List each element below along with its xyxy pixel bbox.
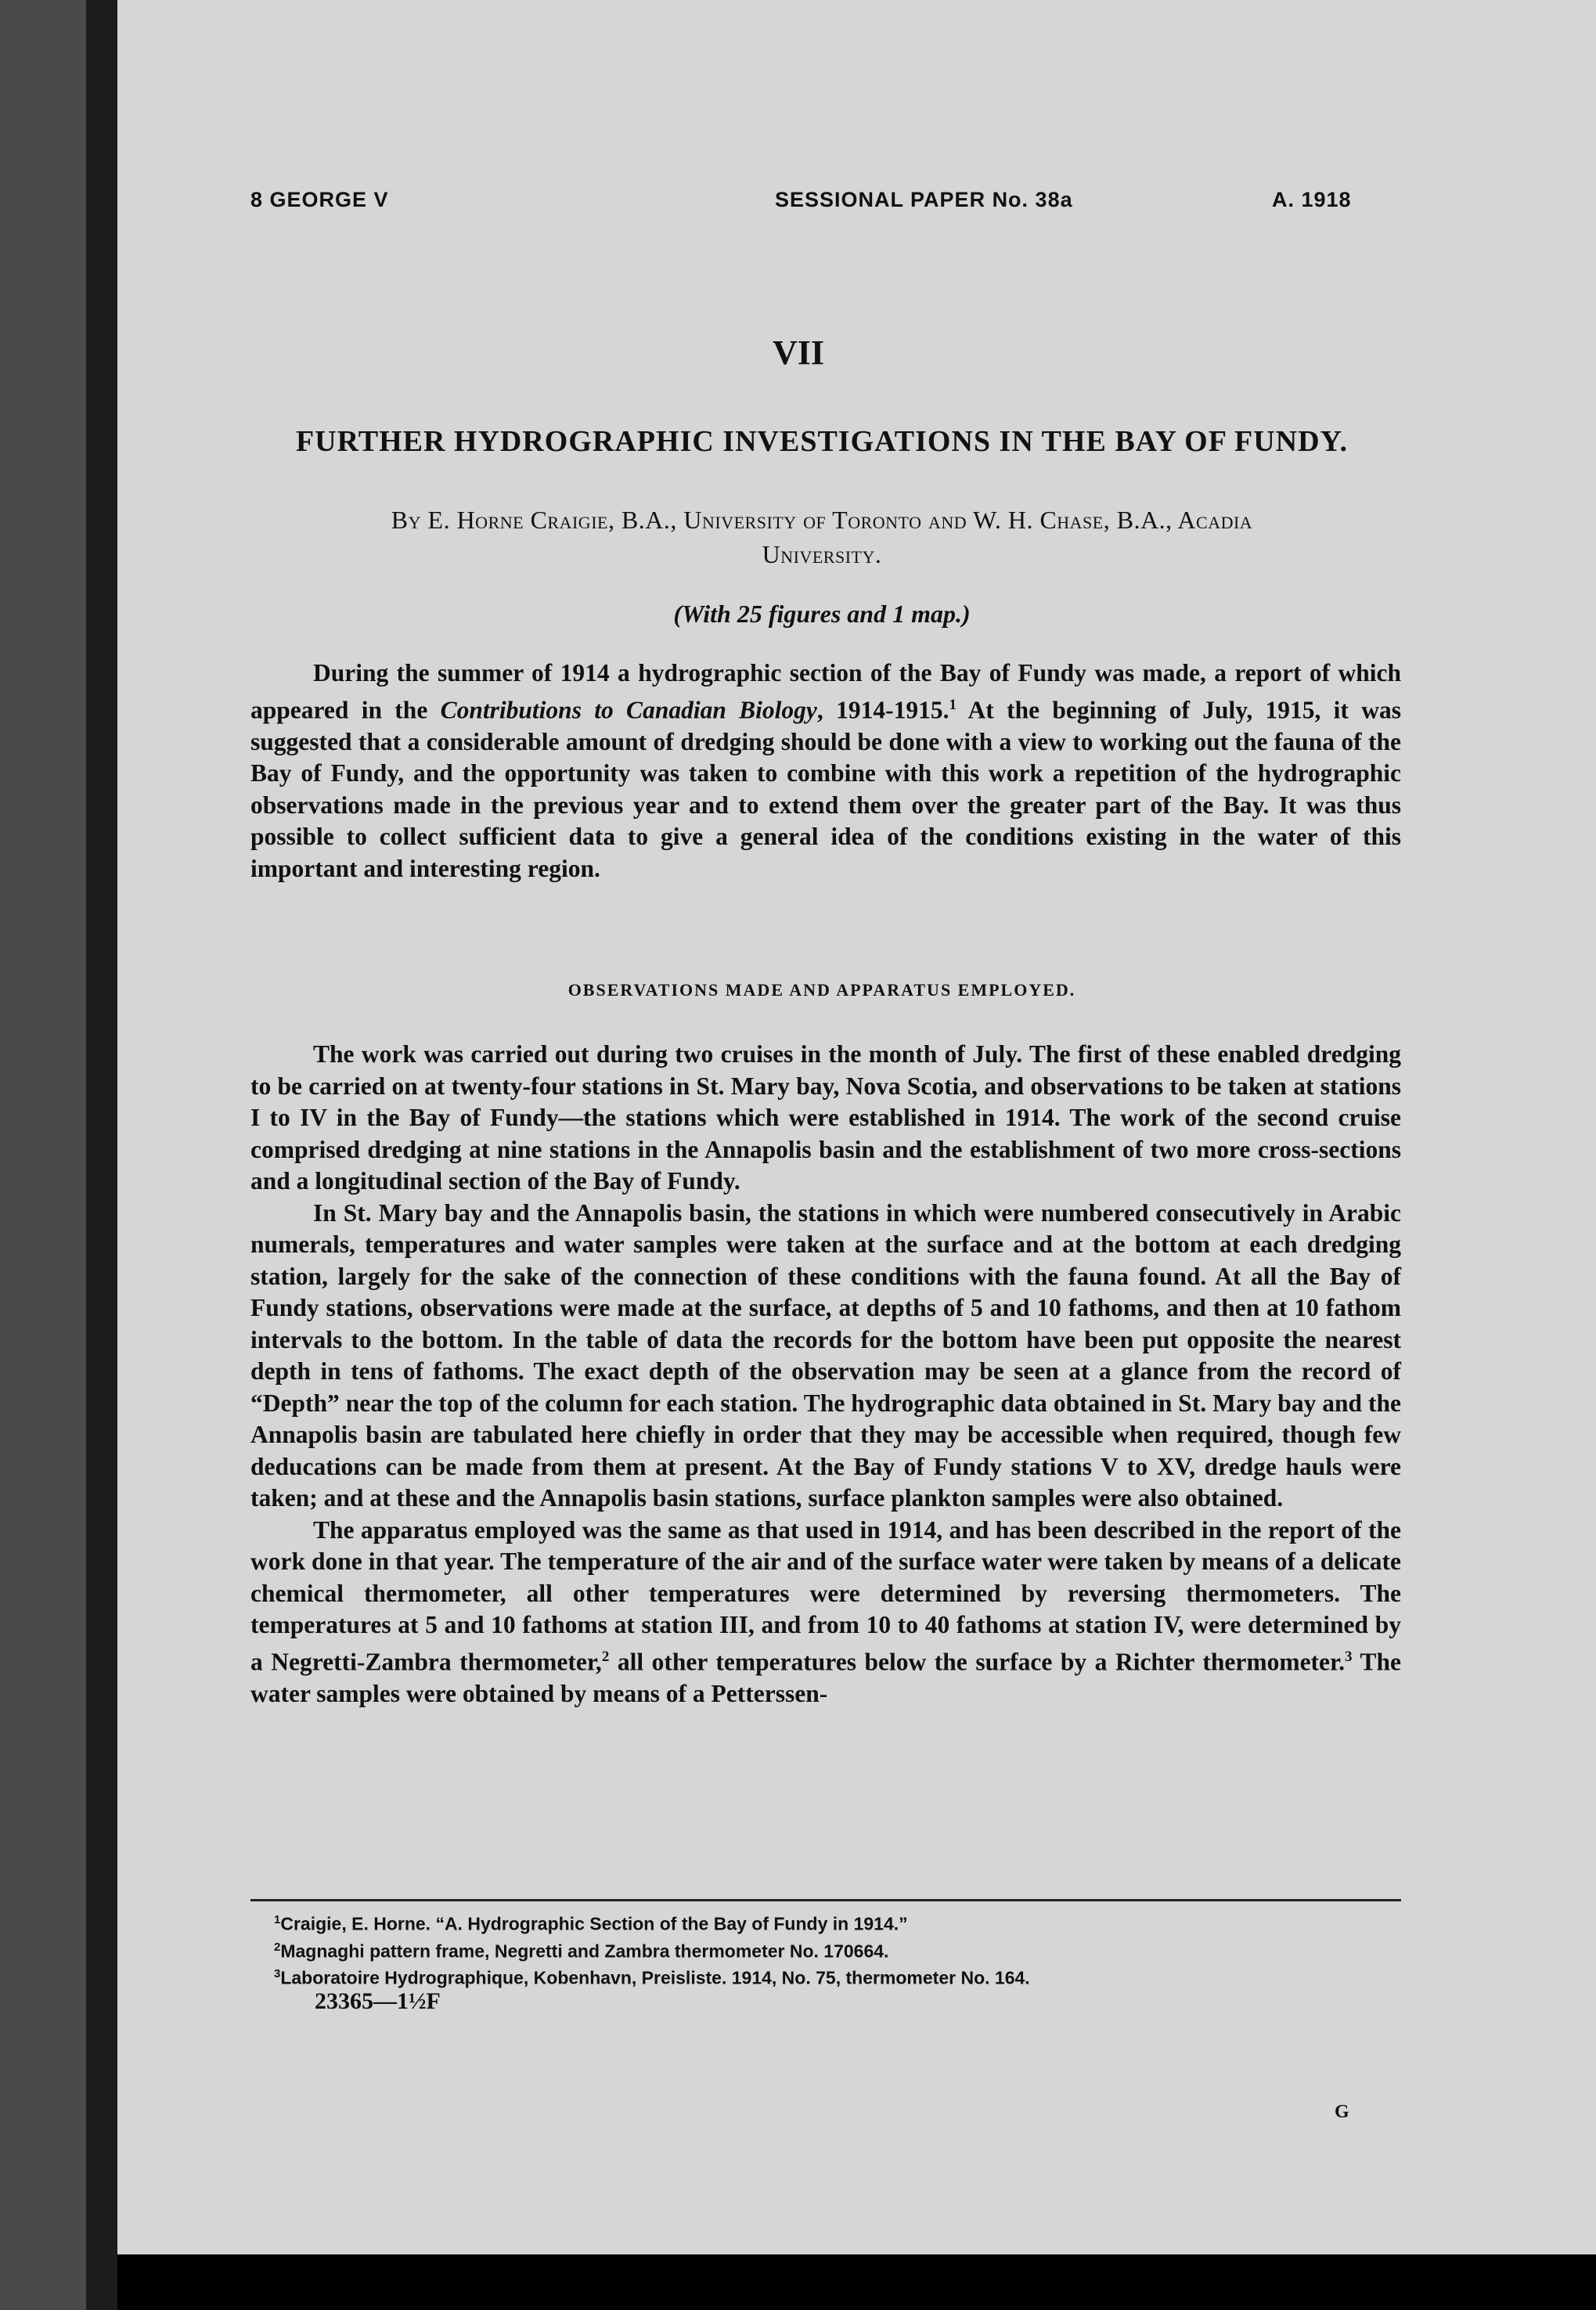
- intro-text-a: During the summer of 1914 a hydrographic section of the Bay of Fundy was made, a report of which appeared in the: [250, 659, 1401, 723]
- header-left: 8 GEORGE V: [250, 188, 389, 211]
- intro-journal-title: Contributions to Canadian Biology: [440, 696, 817, 723]
- corner-mark: G: [1335, 2102, 1349, 2122]
- running-header: [250, 188, 1385, 219]
- footnote-3-marker: 3: [274, 1967, 281, 1981]
- footnote-2: [274, 1936, 1401, 1963]
- paragraph-3-text-c: The water samples were obtained by means of a Petterssen-: [250, 1648, 1401, 1707]
- page-identifier: 23365—1½F: [315, 1988, 441, 2014]
- section-subheading: OBSERVATIONS MADE AND APPARATUS EMPLOYED.: [567, 980, 1076, 1000]
- footnote-1-marker: 1: [274, 1913, 281, 1926]
- footnote-rule: [250, 1899, 1401, 1901]
- intro-text-b: , 1914-1915.: [816, 696, 949, 723]
- footnote-2-text: Magnaghi pattern frame, Negretti and Zambra thermometer No. 170664.: [280, 1941, 889, 1962]
- scan-binding-shadow: [86, 0, 117, 2310]
- footnote-2-marker: 2: [274, 1940, 281, 1954]
- byline: [235, 503, 1409, 571]
- footnote-3: [274, 1962, 1401, 1990]
- footnote-ref-3: 3: [1345, 1648, 1353, 1665]
- article-title: FURTHER HYDROGRAPHIC INVESTIGATIONS IN THE BAY OF FUNDY.: [295, 425, 1349, 458]
- paragraph-3: [250, 1515, 1401, 1710]
- footnote-1-text: Craigie, E. Horne. “A. Hydrographic Section of the Bay of Fundy in 1914.”: [280, 1913, 908, 1934]
- paragraph-2: In St. Mary bay and the Annapolis basin, the stations in which were numbered consecutively in Arabic numerals, temperatures and water samples were taken at the surface and at the bottom at each dredging station, largely for the sake of the connection of these conditions with the fauna found. At all the Bay of Fundy stations, observations were made at the surface, at depths of 5 and 10 fathoms, and then at 10 fathom intervals to the bottom. In the table of data the records for the bottom have been put opposite the nearest depth in tens of fathoms. The exact depth of the observation may be seen at a glance from the record of “Depth” near the top of the column for each station. The hydrographic data obtained in St. Mary bay and the Annapolis basin are tabulated here chiefly in order that they may be accessible when required, though few deducations can be made from them at present. At the Bay of Fundy stations V to XV, dredge hauls were taken; and at these and the Annapolis basin stations, surface plankton samples were also obtained.: [250, 1198, 1401, 1512]
- footnote-ref-1: 1: [949, 696, 957, 713]
- body-section: [250, 1039, 1401, 1710]
- paragraph-1: The work was carried out during two cruises in the month of July. The first of these enabled dredging to be carried on at twenty-four stations in St. Mary bay, Nova Scotia, and observations to be taken at stations I to IV in the Bay of Fundy—the stations which were established in 1914. The work of the second cruise comprised dredging at nine stations in the Annapolis basin and the establishment of two more cross-sections and a longitudinal section of the Bay of Fundy.: [250, 1040, 1401, 1195]
- footnotes: [274, 1908, 1401, 1990]
- header-right: A. 1918: [1272, 188, 1352, 211]
- byline-line-2: University.: [762, 540, 882, 568]
- footnote-1: [274, 1908, 1401, 1936]
- section-number: VII: [772, 333, 825, 372]
- paragraph-3-text-a: The apparatus employed was the same as that used in 1914, and has been described in the report of the work done in that year. The temperature of the air and of the surface water were taken by means of a delicate chemical thermometer, all other temperatures were determined by reversing thermometers. The temperatures at 5 and 10 fathoms at station III, and from 10 to 40 fathoms at station IV, were determined by a Negretti-Zambra thermometer,: [250, 1515, 1401, 1675]
- footnote-ref-2: 2: [601, 1648, 610, 1665]
- intro-paragraph: [250, 658, 1401, 885]
- header-center: SESSIONAL PAPER No. 38a: [775, 188, 1073, 211]
- figures-note: (With 25 figures and 1 map.): [673, 600, 971, 628]
- footnote-3-text: Laboratoire Hydrographique, Kobenhavn, Preisliste. 1914, No. 75, thermometer No. 164.: [280, 1967, 1030, 1988]
- byline-line-1: By E. Horne Craigie, B.A., University of Toronto and W. H. Chase, B.A., Acadia: [391, 506, 1253, 534]
- document-page: [117, 0, 1596, 2254]
- intro-text-c: At the beginning of July, 1915, it was suggested that a considerable amount of dredging should be done with a view to working out the fauna of the Bay of Fundy, and the opportunity was taken to combine with this work a repetition of the hydrographic observations made in the previous year and to extend them over the greater part of the Bay. It was thus possible to collect sufficient data to give a general idea of the conditions existing in the water of this important and interesting region.: [250, 696, 1401, 882]
- paragraph-3-text-b: all other temperatures below the surface by a Richter thermometer.: [609, 1648, 1345, 1675]
